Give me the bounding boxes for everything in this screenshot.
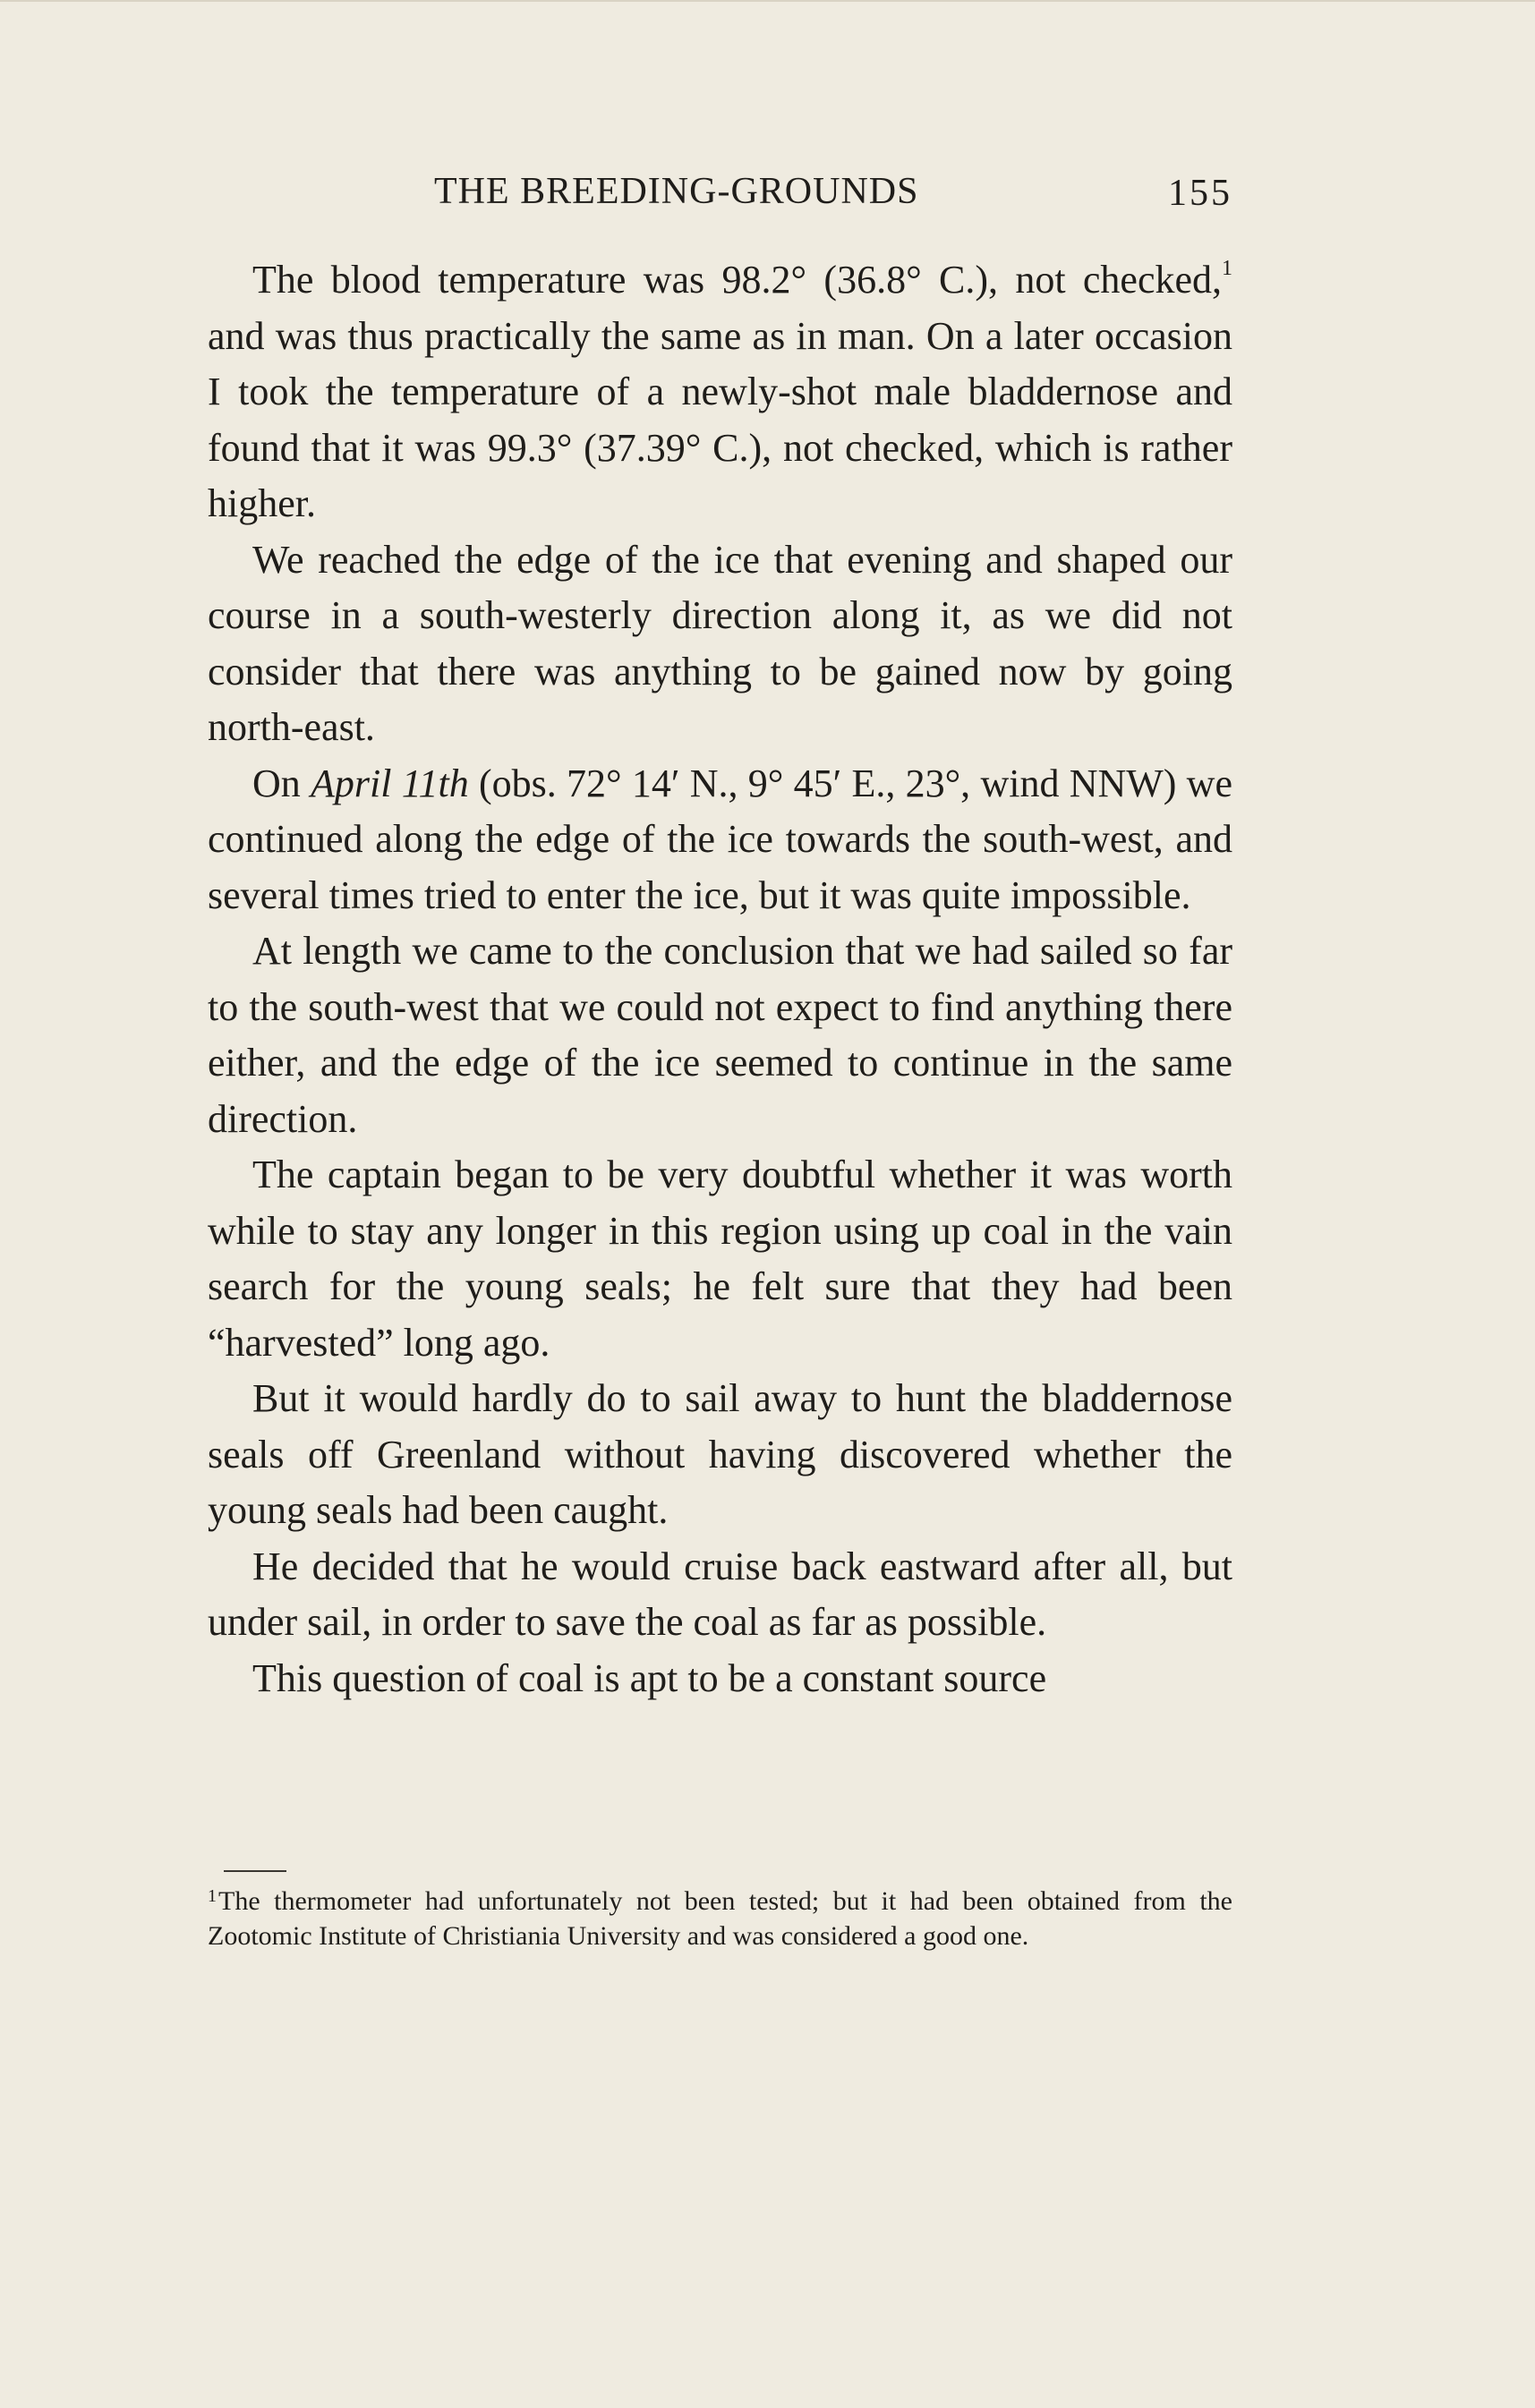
- paragraph-1-text: The blood temperature was 98.2° (36.8° C.), not checked,: [252, 258, 1222, 302]
- page-number: 155: [1168, 173, 1232, 214]
- body-text: [208, 252, 1232, 1706]
- paragraph-2: We reached the edge of the ice that evening and shaped our course in a south-westerly direction along it, as we did not consider that there was anything to be gained now by going north-east.: [208, 537, 1232, 749]
- paragraph-7: He decided that he would cruise back eastward after all, but under sail, in order to save the coal as far as possible.: [208, 1544, 1232, 1644]
- footnote-reference[interactable]: 1: [1222, 257, 1232, 281]
- footnote-divider: [224, 1870, 286, 1872]
- paragraph-8: This question of coal is apt to be a constant source: [252, 1655, 1047, 1700]
- paragraph-4: At length we came to the conclusion that we had sailed so far to the south-west that we could not expect to find anything there either, and the edge of the ice seemed to continue in the same direction.: [208, 929, 1232, 1141]
- running-title: THE BREEDING-GROUNDS: [434, 171, 919, 212]
- footnote-paragraph: [208, 1885, 1232, 1952]
- footnote-text: The thermometer had unfortunately not been tested; but it had been obtained from the Zootomic Institute of Christiania University and was considered a good one.: [208, 1886, 1232, 1951]
- running-head: [208, 170, 1232, 224]
- footnote-marker: 1: [208, 1886, 217, 1906]
- paragraph-1: [208, 252, 1232, 532]
- paragraph-3-rest: (obs. 72° 14′ N., 9° 45′ E., 23°, wind NNW) we continued along the edge of the ice towards the south-west, and several times tried to enter the ice, but it was quite impossible.: [208, 761, 1232, 917]
- paragraph-6: But it would hardly do to sail away to hunt the bladdernose seals off Greenland without having discovered whether the young seals had been caught.: [208, 1376, 1232, 1532]
- footnote: [208, 1885, 1232, 1952]
- paragraph-3-date: April 11th: [311, 761, 469, 805]
- paragraph-3: [208, 756, 1232, 924]
- paragraph-5: The captain began to be very doubtful whether it was worth while to stay any longer in this region using up coal in the vain search for the young seals; he felt sure that they had been “harvested” long ago.: [208, 1153, 1232, 1365]
- paragraph-1-text-continued: and was thus practically the same as in man. On a later occasion I took the temperature of a newly-shot male bladdernose and found that it was 99.3° (37.39° C.), not checked, which is rather higher.: [208, 313, 1232, 525]
- paragraph-3-lead: On: [252, 761, 311, 805]
